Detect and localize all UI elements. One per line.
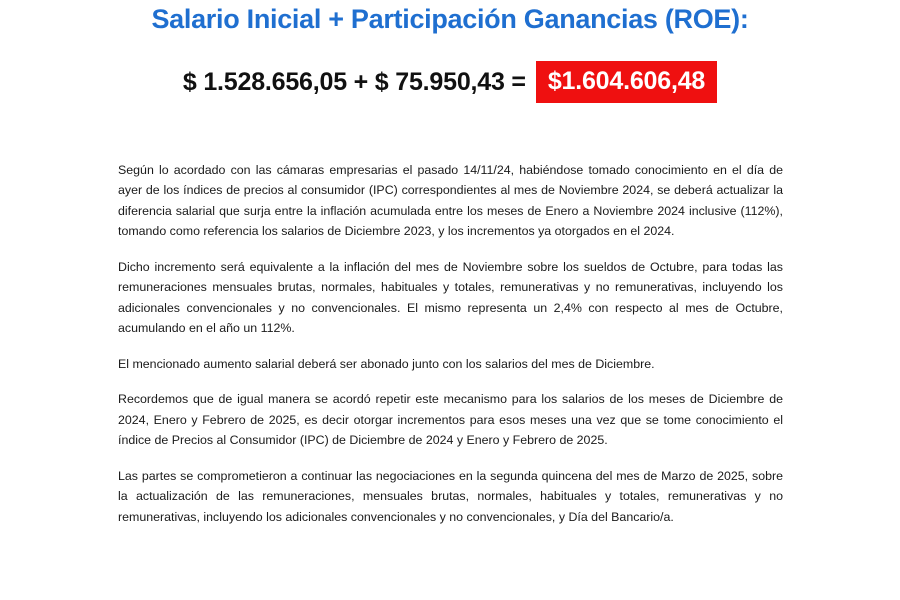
calculation-result-badge: $1.604.606,48 [536,61,717,103]
paragraph-3: El mencionado aumento salarial deberá ser abonado junto con los salarios del mes de Diciembre. [118,356,655,371]
paragraph-2: Dicho incremento será equivalente a la inflación del mes de Noviembre sobre los sueldos de Octubre, para todas las remuneraciones mensuales brutas, normales, habituales y totales, remunerativas y no remunerativas, incluyendo los adicionales convencionales y no convencionales. El mismo representa un 2,4% con respecto al mes de Octubre, acumulando en el año un 112%. [118,259,783,336]
salary-calculation [0,61,900,103]
paragraph-1: Según lo acordado con las cámaras empresarias el pasado 14/11/24, habiéndose tomado conocimiento en el día de ayer de los índices de precios al consumidor (IPC) correspondientes al mes de Noviembre 2024, se deberá actualizar la diferencia salarial que surja entre la inflación acumulada entre los meses de Enero a Noviembre 2024 inclusive (112%), tomando como referencia los salarios de Diciembre 2023, y los incrementos ya otorgados en el 2024. [118,163,783,239]
body-text [118,160,783,527]
paragraph-5: Las partes se comprometieron a continuar las negociaciones en la segunda quincena del mes de Marzo de 2025, sobre la actualización de las remuneraciones, mensuales brutas, normales, habituales y totales, remunerativas y no remunerativas, incluyendo los adicionales convencionales y no convencionales, y Día del Bancario/a. [118,468,783,524]
paragraph-4: Recordemos que de igual manera se acordó repetir este mecanismo para los salarios de los meses de Diciembre de 2024, Enero y Febrero de 2025, es decir otorgar incrementos para esos meses una vez que se tome conocimiento el índice de Precios al Consumidor (IPC) de Diciembre de 2024 y Enero y Febrero de 2025. [118,392,783,448]
calculation-expression: $ 1.528.656,05 + $ 75.950,43 = [182,67,526,96]
page-title: Salario Inicial + Participación Ganancias (ROE): [151,4,749,34]
